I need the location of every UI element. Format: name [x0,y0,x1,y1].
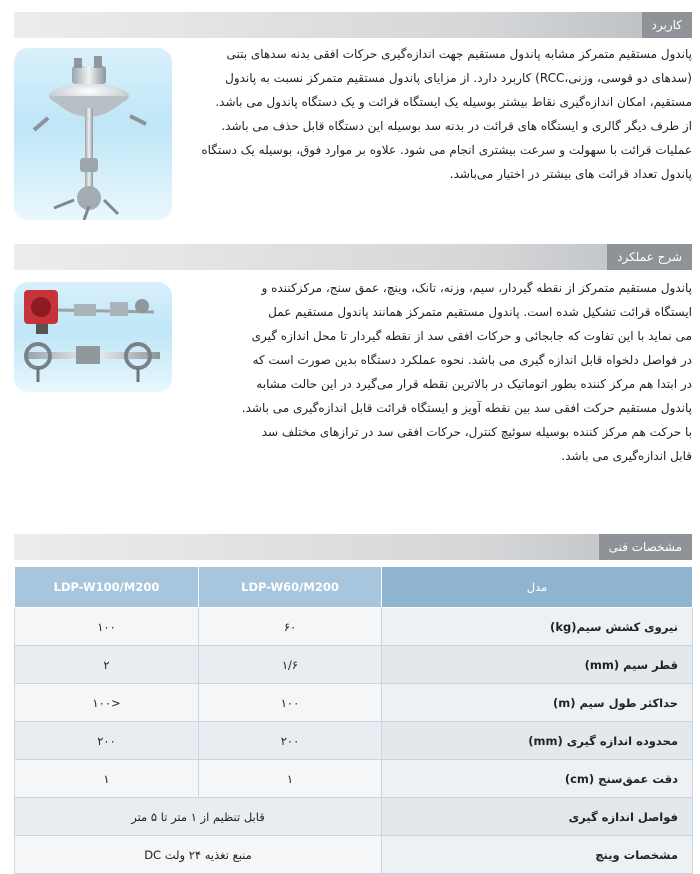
cell-w60: ۱ [199,760,382,798]
row-label: محدوده اندازه گیری (mm) [382,722,693,760]
usage-paragraph [182,42,692,186]
table-row [15,760,693,798]
device-photo [14,282,172,392]
operation-paragraph [182,276,692,468]
operation-header-bar [14,244,692,270]
row-label: مشخصات وینچ [382,836,693,874]
cell-w100: ۲ [15,646,199,684]
operation-line: می نماید با این تفاوت که جابجائی و حرکات افقی سد از نقطه گیردار تا محل اندازه گیری [251,329,692,343]
operation-line: با حرکت هم مرکز کننده بوسیله سوئیچ کنترل، حرکات افقی سد در ترازهای مختلف سد [261,425,692,439]
specs-header-row [15,567,693,608]
table-row [15,836,693,874]
operation-line: در ابتدا هم مرکز کننده بطور اتوماتیک در بالاترین نقطه قرار می‌گیرد در این حالت مشابه [256,377,692,391]
usage-line: پاندول مستقیم متمرکز مشابه پاندول مستقیم جهت اندازه‌گیری حرکات افقی بدنه سدهای بتنی [226,47,692,61]
usage-line: پاندول تعداد قرائت های بیشتر در اختیار می‌باشد. [449,167,692,181]
row-label: قطر سیم (mm) [382,646,693,684]
usage-header-bar [14,12,692,38]
column-header-w60: LDP-W60/M200 [199,567,382,608]
specs-table [14,566,693,874]
operation-line: در فواصل دلخواه قابل اندازه گیری می باشد. نحوه عملکرد دستگاه بدین صورت است که [252,353,692,367]
operation-line: پاندول مستقیم متمرکز از نقطه گیردار، سیم، وزنه، تانک، وینچ، عمق سنج، مرکزکننده و [261,281,692,295]
cell-w60: ۱/۶ [199,646,382,684]
cell-w60: ۶۰ [199,608,382,646]
pendulum-photo [14,48,172,220]
cell-w100: ۱ [15,760,199,798]
usage-line: عملیات قرائت با سهولت و سرعت بیشتری انجام می شود. علاوه بر موارد فوق، بوسیله یک دستگاه [201,143,692,157]
usage-line: (سدهای دو قوسی، وزنی،RCC) کاربرد دارد. از مزایای پاندول مستقیم متمرکز نسبت به پاندول [225,71,692,85]
table-row [15,608,693,646]
pendulum-illustration [14,48,172,220]
row-label: حداکثر طول سیم (m) [382,684,693,722]
cell-w100: ۲۰۰ [15,722,199,760]
operation-title: شرح عملکرد [607,244,692,270]
row-label: نیروی کشش سیم(kg) [382,608,693,646]
row-label: دقت عمق‌سنج (cm) [382,760,693,798]
specs-header-bar [14,534,692,560]
operation-line: قابل اندازه‌گیری می باشد. [561,449,692,463]
table-row [15,722,693,760]
usage-line: از طرف دیگر گالری و ایستگاه های قرائت در بدنه سد بوسیله این دستگاه قابل حذف می باشد. [221,119,692,133]
column-header-model: مدل [382,567,693,608]
merged-cell: قابل تنظیم از ۱ متر تا ۵ متر [15,798,382,836]
operation-line: ایستگاه قرائت تشکیل شده است. پاندول مستقیم متمرکز همانند پاندول مستقیم عمل [268,305,692,319]
table-row [15,646,693,684]
table-row [15,684,693,722]
cell-w60: ۲۰۰ [199,722,382,760]
usage-line: مستقیم، امکان اندازه‌گیری نقاط بیشتر بوسیله یک ایستگاه قرائت و یک دستگاه پاندول می باشد. [215,95,692,109]
column-header-w100: LDP-W100/M200 [15,567,199,608]
cell-w100: ۱۰۰ [15,608,199,646]
row-label: فواصل اندازه گیری [382,798,693,836]
operation-line: پاندول مستقیم حرکت افقی سد بین نقطه آویز و ایستگاه قرائت قابل اندازه‌گیری می باشد. [241,401,692,415]
cell-w100: <۱۰۰ [15,684,199,722]
merged-cell: منبع تغذیه ۲۴ ولت DC [15,836,382,874]
cell-w60: ۱۰۰ [199,684,382,722]
device-illustration [14,282,172,392]
specs-title: مشخصات فنی [599,534,692,560]
table-row [15,798,693,836]
usage-title: کاربرد [642,12,692,38]
